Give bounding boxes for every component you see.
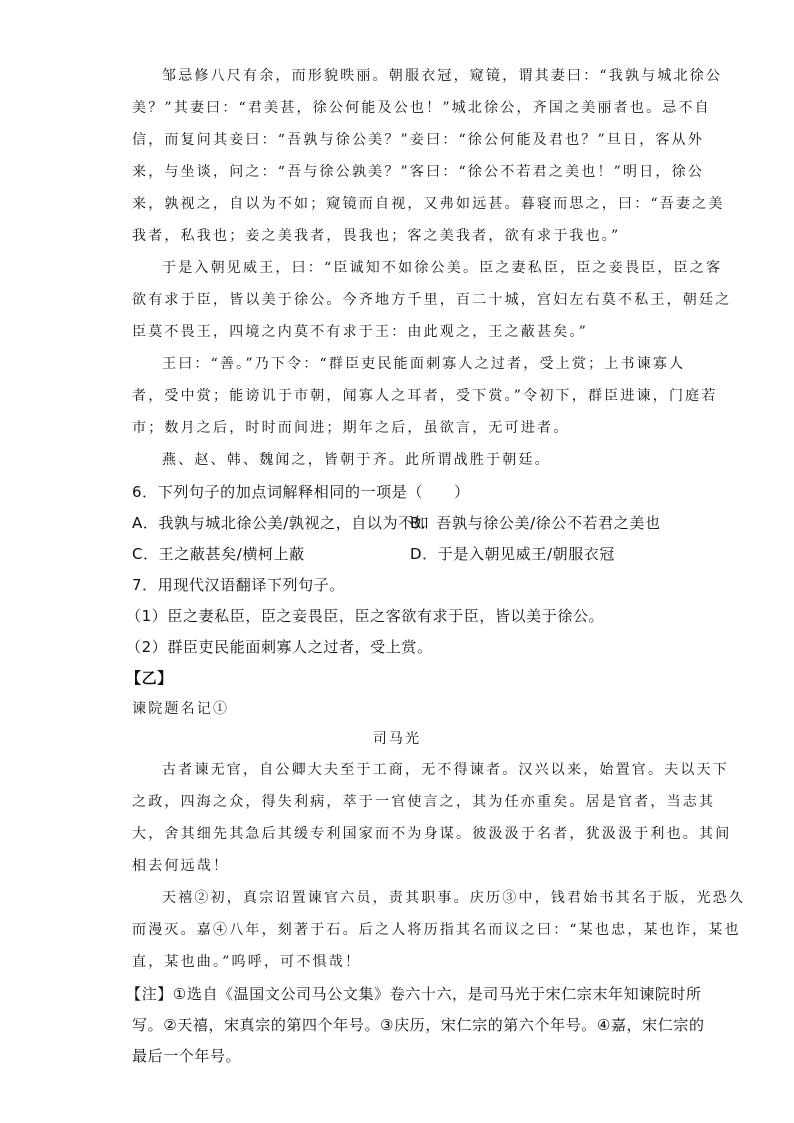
passage-jia-line: 市；数月之后，时时而间进；期年之后，虽欲言，无可进者。 (132, 420, 570, 436)
passage-jia-line: 信，而复问其妾曰：“吾孰与徐公美？”妾曰：“徐公何能及君也？”旦日，客从外 (132, 132, 705, 148)
notes-line: 最后一个年号。 (132, 1047, 242, 1065)
question-7-item-2: （2）群臣吏民能面刺寡人之过者，受上赏。 (126, 638, 433, 656)
passage-jia-line: 臣莫不畏王，四境之内莫不有求于王：由此观之，王之蔽甚矣。” (132, 324, 588, 340)
notes-line: 【注】①选自《温国文公司马公文集》卷六十六，是司马光于宋仁宗末年知谏院时所 (126, 985, 702, 1003)
question-6: 6．下列句子的加点词解释相同的一项是（ ） (132, 483, 470, 501)
notes-line: 写。②天禧，宋真宗的第四个年号。③庆历，宋仁宗的第六个年号。④嘉，宋仁宗的 (132, 1016, 705, 1034)
passage-jia-line: 邹忌修八尺有余，而形貌昳丽。朝服衣冠，窥镜，谓其妻曰：“我孰与城北徐公 (162, 68, 723, 84)
passage-yi-line: 而漫灭。嘉④八年，刻著于石。后之人将历指其名而议之曰：“某也忠，某也诈，某也 (132, 922, 741, 938)
passage-yi-line: 直，某也曲。”呜呼，可不惧哉！ (132, 954, 362, 970)
passage-jia-line: 来，与坐谈，问之：“吾与徐公孰美？”客曰：“徐公不若君之美也！”明日，徐公 (132, 164, 705, 180)
passage-yi-line: 相去何远哉！ (132, 858, 230, 874)
question-6-options-row (132, 544, 772, 564)
passage-jia-line: 于是入朝见威王，曰：“臣诚知不如徐公美。臣之妻私臣，臣之妾畏臣，臣之客 (162, 260, 723, 276)
question-6-option-c: C．王之蔽甚矣/横柯上蔽 (132, 545, 305, 563)
passage-yi-line: 大，舍其细先其急后其缓专利国家而不为身谋。彼汲汲于名者，犹汲汲于利也。其间 (132, 826, 732, 842)
question-6-option-b: B．吾孰与徐公美/徐公不若君之美也 (410, 514, 661, 532)
passage-jia-line: 者，受中赏；能谤讥于市朝，闻寡人之耳者，受下赏。”令初下，群臣进谏，门庭若 (132, 388, 718, 404)
passage-yi-line: 天禧②初，真宗诏置谏官六员，责其职事。庆历③中，钱君始书其名于版，光恐久 (162, 890, 746, 906)
passage-jia-line: 美？”其妻曰：“君美甚，徐公何能及公也！”城北徐公，齐国之美丽者也。忌不自 (132, 100, 711, 116)
passage-jia-line: 燕、赵、韩、魏闻之，皆朝于齐。此所谓战胜于朝廷。 (162, 452, 551, 468)
passage-yi-line: 古者谏无官，自公卿大夫至于工商，无不得谏者。汉兴以来，始置官。夫以天下 (162, 762, 729, 778)
question-6-option-a: A．我孰与城北徐公美/孰视之，自以为不如 (132, 514, 430, 532)
passage-yi-line: 之政，四海之众，得失利病，萃于一官使言之，其为任亦重矣。居是官者，当志其 (132, 794, 716, 810)
passage-jia-line: 王曰：“善。”乃下令：“群臣吏民能面刺寡人之过者，受上赏；上书谏寡人 (162, 356, 686, 372)
question-7-item-1: （1）臣之妻私臣，臣之妾畏臣，臣之客欲有求于臣，皆以美于徐公。 (126, 607, 605, 625)
passage-jia-line: 我者，私我也；妾之美我者，畏我也；客之美我者，欲有求于我也。” (132, 228, 621, 244)
passage-jia-line: 欲有求于臣，皆以美于徐公。今齐地方千里，百二十城，宫妇左右莫不私王，朝廷之 (132, 292, 732, 308)
question-6-options-row (132, 513, 772, 533)
passage-jia-line: 来，孰视之，自以为不如；窥镜而自视，又弗如远甚。暮寝而思之，曰：“吾妻之美 (132, 196, 725, 212)
question-6-option-d: D．于是入朝见威王/朝服衣冠 (410, 545, 616, 563)
section-label-yi: 【乙】 (126, 669, 173, 687)
passage-yi-title: 谏院题名记① (132, 701, 230, 717)
question-7: 7．用现代汉语翻译下列句子。 (132, 576, 345, 594)
passage-yi-author: 司马光 (372, 731, 422, 747)
